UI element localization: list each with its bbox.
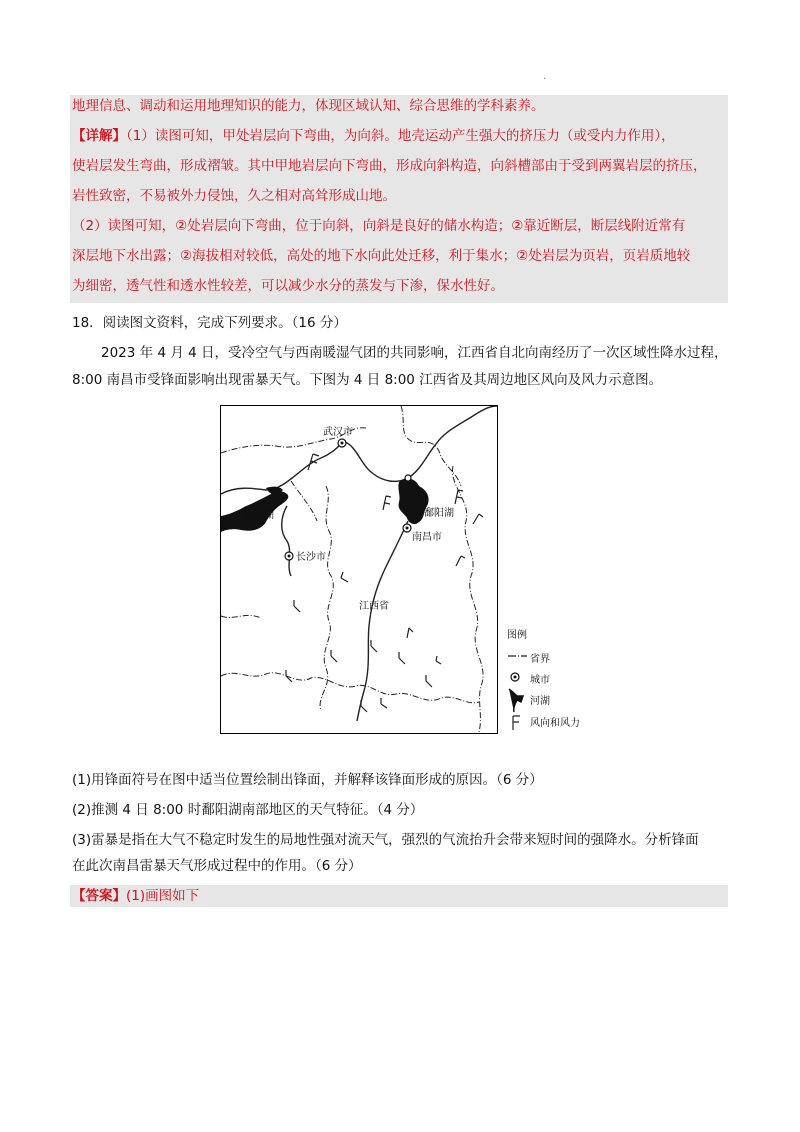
ganjiang-river	[357, 521, 408, 721]
legend-title: 图例	[507, 630, 527, 641]
jiujiang-city-marker	[405, 475, 411, 481]
answer-tag: 【答案】	[72, 888, 126, 904]
wind-barb	[361, 700, 367, 712]
boundary-south	[221, 673, 479, 703]
wind-barb	[381, 698, 387, 708]
label-changsha: 长沙市	[296, 552, 326, 563]
wind-barb	[294, 600, 300, 612]
question-header: 18．阅读图文资料，完成下列要求。（16 分）	[72, 315, 347, 331]
wind-barb	[456, 556, 465, 566]
label-nanchang: 南昌市	[412, 532, 442, 543]
legend-wind-label: 风向和风力	[530, 718, 580, 729]
boundary-hunan-inner	[291, 481, 317, 521]
wind-map	[220, 405, 498, 734]
wind-barb	[426, 675, 432, 687]
legend-river-symbol	[509, 689, 523, 712]
sub-question-3-line-1: (3)雷暴是指在大气不稳定时发生的局地性强对流天气，强烈的气流抬升会带来短时间的强降水。分析锋面	[72, 832, 699, 848]
question-intro-2: 8:00 南昌市受锋面影响出现雷暴天气。下图为 4 日 8:00 江西省及其周边地区风向及风力示意图。	[72, 372, 663, 388]
wind-barb	[341, 572, 348, 582]
answer-line	[72, 886, 199, 906]
sub-question-1: (1)用锋面符号在图中适当位置绘制出锋面，并解释该锋面形成的原因。（6 分）	[72, 772, 543, 788]
wind-barb	[399, 652, 405, 664]
label-poyang: 鄱阳湖	[424, 508, 454, 519]
xiangjiang-river	[282, 506, 291, 576]
answer-text: (1)画图如下	[126, 888, 200, 904]
map-canvas	[221, 406, 497, 733]
wind-barb	[331, 650, 337, 662]
boundary-hunan-jiangxi	[320, 486, 333, 711]
wind-barbs	[286, 454, 483, 712]
sub-question-3-line-2: 在此次南昌雷暴天气形成过程中的作用。（6 分）	[72, 858, 362, 874]
wind-barb	[407, 628, 413, 638]
explanation-line-3: 使岩层发生弯曲，形成褶皱。其中甲地岩层向下弯曲，形成向斜构造，向斜槽部由于受到两翼岩层的挤压，	[72, 158, 707, 174]
boundary-jiangxi-fujian	[453, 466, 484, 732]
explanation-line-7: 为细密，透气性和透水性较差，可以减少水分的蒸发与下渗，保水性好。	[72, 278, 504, 294]
explanation-line-2-text: （1）读图可知，甲处岩层向下弯曲，为向斜。地壳运动产生强大的挤压力（或受内力作用），	[126, 128, 675, 144]
sub-question-2: (2)推测 4 日 8:00 时鄱阳湖南部地区的天气特征。（4 分）	[72, 802, 424, 818]
yangtze-river	[221, 406, 497, 494]
wind-barb	[371, 640, 377, 652]
explanation-line-1: 地理信息、调动和运用地理知识的能力，体现区域认知、综合思维的学科素养。	[72, 98, 545, 114]
legend-boundary-label: 省界	[530, 654, 550, 665]
explanation-line-2	[72, 126, 675, 146]
label-dongting: 洞庭湖	[244, 510, 274, 521]
legend-wind-symbol	[513, 716, 520, 730]
wind-barb	[473, 514, 483, 524]
explanation-line-4: 岩性致密，不易被外力侵蚀，久之相对高耸形成山地。	[72, 188, 396, 204]
legend-city-label: 城市	[530, 675, 550, 686]
boundary-inner-west	[221, 615, 261, 618]
wind-barb	[383, 496, 391, 510]
wind-barb	[436, 656, 441, 664]
legend-river-label: 河湖	[530, 696, 550, 707]
boundary-east-north	[401, 406, 461, 486]
explanation-line-6: 深层地下水出露；②海拔相对较低，高处的地下水向此处迁移，利于集水；②处岩层为页岩，页岩质地较	[72, 248, 691, 264]
wind-barb	[308, 454, 319, 470]
question-intro-1: 2023 年 4 月 4 日，受冷空气与西南暖湿气团的共同影响，江西省自北向南经历了一次区域性降水过程，	[101, 345, 728, 361]
page-marker: ·	[543, 74, 547, 85]
label-wuhan: 武汉市	[323, 427, 353, 438]
label-jiangxi: 江西省	[359, 601, 389, 612]
explanation-line-5: （2）读图可知，②处岩层向下弯曲，位于向斜，向斜是良好的储水构造；②靠近断层，断层线附近常有	[72, 218, 686, 234]
detail-tag: 【详解】	[72, 128, 126, 144]
